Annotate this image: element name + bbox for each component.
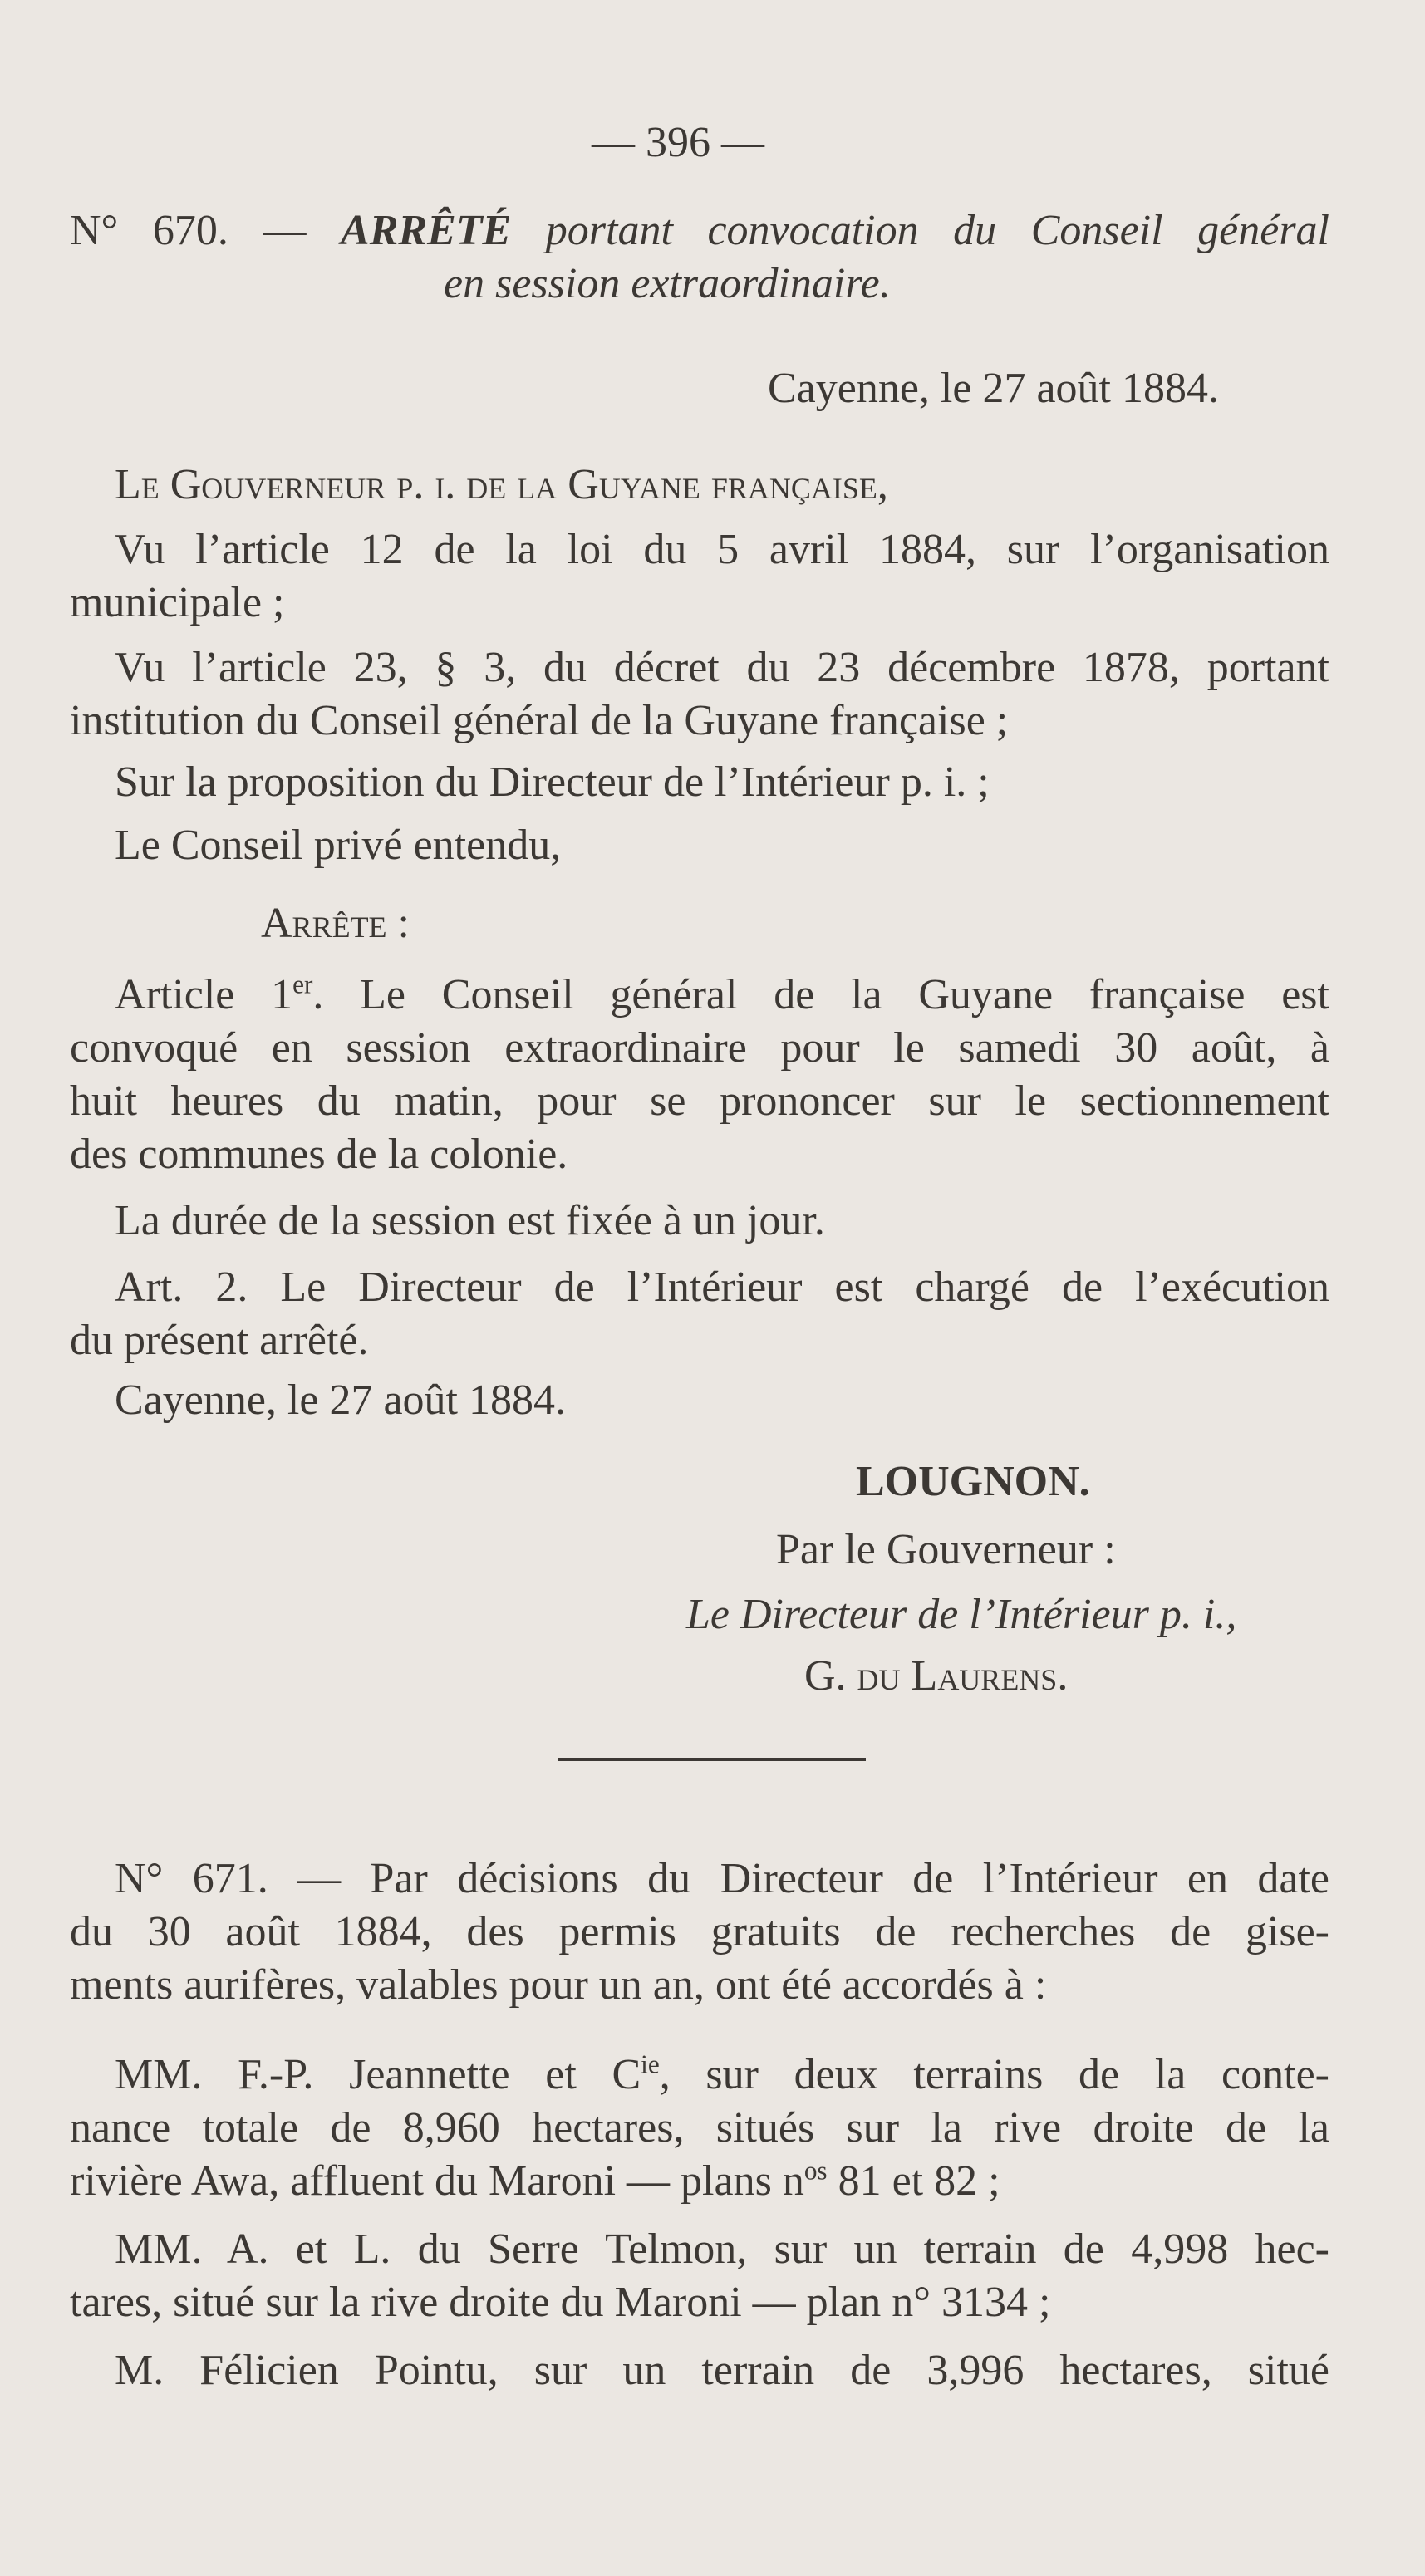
permit-1-text: , sur deux terrains de la conte- <box>659 2051 1329 2098</box>
article-1-line2: convoqué en session extraordinaire pour le samedi 30 août, à <box>70 1024 1329 1072</box>
permit-1-line3 <box>70 2155 1000 2208</box>
permit-1-plans-pre: rivière Awa, affluent du Maroni — plans n <box>70 2157 804 2205</box>
signature-laurens: G. du Laurens. <box>804 1652 1069 1700</box>
arrete-heading: Arrête : <box>261 900 410 947</box>
duree-line: La durée de la session est fixée à un jour. <box>115 1197 825 1244</box>
article-1-label: Article 1 <box>115 971 293 1018</box>
article-1-line1 <box>115 969 1329 1022</box>
directeur-line: Le Directeur de l’Intérieur p. i., <box>686 1591 1237 1638</box>
decree-671-line2: du 30 août 1884, des permis gratuits de recherches de gise- <box>70 1908 1329 1955</box>
page-number: — 396 — <box>592 119 764 166</box>
decree-type: ARRÊTÉ <box>341 207 512 254</box>
decree-671-line3: ments aurifères, valables pour un an, ont été accordés à : <box>70 1961 1047 2009</box>
decree-671-line1: N° 671. — Par décisions du Directeur de l’Intérieur en date <box>115 1855 1329 1902</box>
permit-2-line1: MM. A. et L. du Serre Telmon, sur un terrain de 4,998 hec- <box>115 2225 1329 2273</box>
permit-2-line2: tares, situé sur la rive droite du Maroni — plan n° 3134 ; <box>70 2279 1051 2326</box>
permit-1-plans-sup: os <box>803 2156 828 2186</box>
place-date: Cayenne, le 27 août 1884. <box>768 365 1219 412</box>
decree-670-heading <box>70 204 1329 258</box>
permit-1-sup: ie <box>641 2049 660 2079</box>
article-1-line4: des communes de la colonie. <box>70 1131 568 1178</box>
article-1-sup: er <box>292 969 313 999</box>
proposition-line: Sur la proposition du Directeur de l’Intérieur p. i. ; <box>115 758 990 806</box>
permit-1-line2: nance totale de 8,960 hectares, situés sur la rive droite de la <box>70 2104 1329 2152</box>
article-1-line3: huit heures du matin, pour se prononcer sur le sectionnement <box>70 1077 1329 1125</box>
closing-date: Cayenne, le 27 août 1884. <box>115 1376 566 1424</box>
permit-3-line1: M. Félicien Pointu, sur un terrain de 3,996 hectares, situé <box>115 2347 1329 2394</box>
signature-lougnon: LOUGNON. <box>856 1458 1090 1505</box>
permit-1-plans-post: 81 et 82 ; <box>827 2157 1000 2205</box>
permit-1-holder: MM. F.-P. Jeannette et C <box>115 2051 641 2098</box>
article-2-line2: du présent arrêté. <box>70 1317 369 1364</box>
article-2-line1: Art. 2. Le Directeur de l’Intérieur est chargé de l’exécution <box>115 1263 1329 1311</box>
article-1-text: . Le Conseil général de la Guyane française est <box>312 971 1329 1018</box>
permit-1-line1 <box>115 2049 1329 2102</box>
par-le-gouverneur: Par le Gouverneur : <box>776 1526 1116 1573</box>
issuer: Le Gouverneur p. i. de la Guyane française, <box>115 461 888 508</box>
section-divider <box>558 1758 866 1761</box>
vu-1-line1: Vu l’article 12 de la loi du 5 avril 1884, sur l’organisation <box>115 526 1329 573</box>
vu-1-line2: municipale ; <box>70 579 285 626</box>
vu-2-line1: Vu l’article 23, § 3, du décret du 23 décembre 1878, portant <box>115 644 1329 691</box>
decree-title: portant convocation du Conseil général <box>545 207 1330 254</box>
vu-2-line2: institution du Conseil général de la Guyane française ; <box>70 697 1009 744</box>
conseil-line: Le Conseil privé entendu, <box>115 822 562 869</box>
decree-number: N° 670. — <box>70 207 307 254</box>
decree-title-line2: en session extraordinaire. <box>444 260 891 307</box>
